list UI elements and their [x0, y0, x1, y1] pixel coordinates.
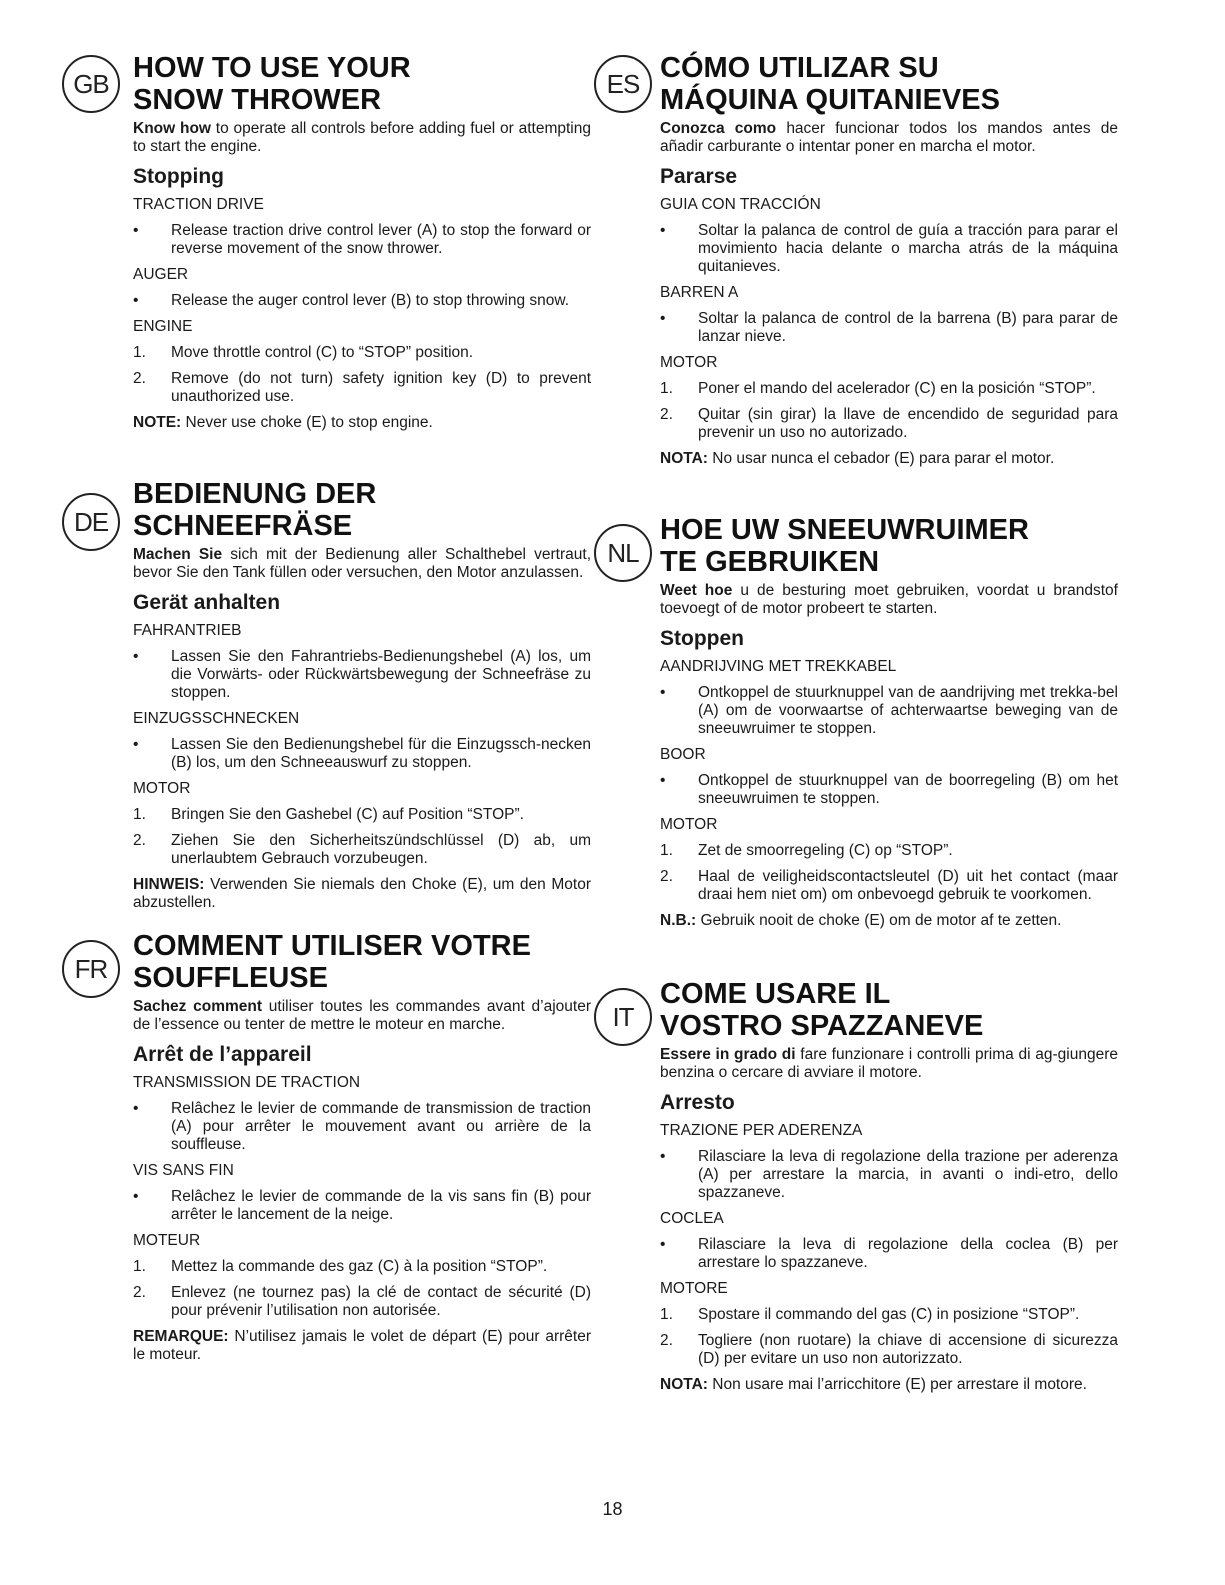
title-line-2: VOSTRO SPAZZANEVE [660, 1010, 984, 1042]
section-title [133, 52, 591, 116]
subsection-heading: TRAZIONE PER ADERENZA [660, 1122, 863, 1139]
page-number: 18 [602, 1499, 623, 1519]
intro-bold: Machen Sie [133, 546, 223, 563]
subsection-heading: GUIA CON TRACCIÓN [660, 196, 821, 213]
intro-bold: Know how [133, 120, 211, 137]
intro-body: fare funzionare i controlli prima di ag-giungere benzina o cercare di avviare il motore. [660, 1046, 1118, 1081]
bullet-marker: • [133, 292, 139, 309]
bullet-text: Soltar la palanca de control de guía a tracción para parar el movimiento hacia delante o marcha atrás de la máquina quitanieves. [698, 222, 1118, 275]
intro-bold: Weet hoe [660, 582, 733, 599]
title-line-1: COMMENT UTILISER VOTRE [133, 930, 531, 962]
section-title [133, 930, 591, 994]
bullet-item [660, 1148, 1118, 1202]
note-text: N’utilisez jamais le volet de départ (E) pour arrêter le moteur. [133, 1328, 591, 1363]
step-number: 2. [660, 406, 673, 423]
intro-text [660, 1046, 1118, 1082]
language-badge-fr: FR [62, 940, 120, 998]
bullet-item [133, 1188, 591, 1224]
bullet-item [133, 736, 591, 772]
step-text: Remove (do not turn) safety ignition key (D) to prevent unauthorized use. [171, 370, 591, 405]
subheading: Stoppen [660, 627, 744, 650]
step-text: Move throttle control (C) to “STOP” position. [171, 344, 474, 361]
section-de [73, 478, 591, 920]
step-number: 2. [660, 868, 673, 885]
bullet-item [133, 1100, 591, 1154]
title-line-2: MÁQUINA QUITANIEVES [660, 84, 1000, 116]
title-line-2: SNOW THROWER [133, 84, 382, 116]
language-badge-de: DE [62, 493, 120, 551]
note-text: No usar nunca el cebador (E) para parar el motor. [712, 450, 1055, 467]
bullet-text: Ontkoppel de stuurknuppel van de aandrijving met trekka-bel (A) om de voorwaartse of achterwaartse beweging van de sneeuwruimer te stoppen. [698, 684, 1118, 737]
subsection-heading: MOTOR [660, 354, 718, 371]
intro-bold: Sachez comment [133, 998, 263, 1015]
intro-body: utiliser toutes les commandes avant d’ajouter de l’essence ou tenter de mettre le moteur en marche. [133, 998, 591, 1033]
subsection-heading: AUGER [133, 266, 189, 283]
subheading: Arrêt de l’appareil [133, 1043, 312, 1066]
note-label: NOTA: [660, 1376, 708, 1393]
numbered-item [133, 806, 591, 824]
note-label: HINWEIS: [133, 876, 205, 893]
intro-body: hacer funcionar todos los mandos antes de añadir carburante o intentar poner en marcha el motor. [660, 120, 1118, 155]
bullet-item [660, 772, 1118, 808]
note [660, 1376, 1118, 1394]
subsection-heading: TRANSMISSION DE TRACTION [133, 1074, 361, 1091]
section-es [606, 52, 1118, 476]
intro-bold: Conozca como [660, 120, 777, 137]
step-number: 1. [660, 842, 673, 859]
bullet-item [133, 222, 591, 258]
note-label: NOTE: [133, 414, 182, 431]
step-number: 1. [660, 380, 673, 397]
step-text: Mettez la commande des gaz (C) à la position “STOP”. [171, 1258, 548, 1275]
intro-body: u de besturing moet gebruiken, voordat u brandstof toevoegt of de motor probeert te starten. [660, 582, 1118, 617]
bullet-text: Release the auger control lever (B) to stop throwing snow. [171, 292, 570, 309]
step-text: Bringen Sie den Gashebel (C) auf Position “STOP”. [171, 806, 524, 823]
section-title [660, 514, 1118, 578]
intro-body: to operate all controls before adding fuel or attempting to start the engine. [133, 120, 591, 155]
intro-text [660, 120, 1118, 156]
bullet-text: Lassen Sie den Fahrantriebs-Bedienungshebel (A) los, um die Vorwärts- oder Rückwärtsbewegung der Schneefräse zu stoppen. [171, 648, 591, 701]
step-text: Togliere (non ruotare) la chiave di accensione di sicurezza (D) per evitare un uso non autorizzato. [698, 1332, 1118, 1367]
subsection-heading: MOTOR [660, 816, 718, 833]
bullet-marker: • [660, 222, 666, 239]
step-number: 2. [133, 370, 146, 387]
language-badge-it: IT [594, 988, 652, 1046]
subheading: Gerät anhalten [133, 591, 281, 614]
step-text: Poner el mando del acelerador (C) en la posición “STOP”. [698, 380, 1096, 397]
bullet-marker: • [660, 1236, 666, 1253]
bullet-text: Lassen Sie den Bedienungshebel für die Einzugssch-necken (B) los, um den Schneeauswurf zu stoppen. [171, 736, 591, 771]
bullet-marker: • [133, 648, 139, 665]
intro-text [133, 120, 591, 156]
numbered-item [660, 1332, 1118, 1368]
bullet-marker: • [133, 1188, 139, 1205]
numbered-item [133, 1284, 591, 1320]
bullet-text: Rilasciare la leva di regolazione della trazione per aderenza (A) per arrestare la marcia, in avanti o indi-etro, dello spazzaneve. [698, 1148, 1118, 1201]
step-number: 1. [133, 806, 146, 823]
numbered-item [133, 1258, 591, 1276]
bullet-marker: • [133, 222, 139, 239]
note-text: Gebruik nooit de choke (E) om de motor af te zetten. [700, 912, 1062, 929]
subheading: Stopping [133, 165, 224, 188]
title-line-1: BEDIENUNG DER SCHNEEFRÄSE [133, 478, 377, 542]
note-label: REMARQUE: [133, 1328, 229, 1345]
note-label: NOTA: [660, 450, 708, 467]
title-line-2: TE GEBRUIKEN [660, 546, 880, 578]
intro-text [133, 546, 591, 582]
intro-body: sich mit der Bedienung aller Schalthebel vertraut, bevor Sie den Tank füllen oder versuchen, den Motor anzulassen. [133, 546, 591, 581]
language-badge-es: ES [594, 55, 652, 113]
bullet-marker: • [660, 684, 666, 701]
subsection-heading: BOOR [660, 746, 706, 763]
note-text: Verwenden Sie niemals den Choke (E), um den Motor abzustellen. [133, 876, 591, 911]
note [133, 414, 591, 432]
section-it [612, 978, 1118, 1402]
intro-text [660, 582, 1118, 618]
language-badge-gb: GB [62, 55, 120, 113]
numbered-item [133, 832, 591, 868]
title-line-1: HOW TO USE YOUR [133, 52, 411, 84]
note-label: N.B.: [660, 912, 697, 929]
step-text: Enlevez (ne tournez pas) la clé de contact de sécurité (D) pour prévenir l’utilisation non autorisée. [171, 1284, 591, 1319]
numbered-item [660, 868, 1118, 904]
bullet-item [133, 292, 591, 310]
bullet-text: Rilasciare la leva di regolazione della coclea (B) per arrestare lo spazzaneve. [698, 1236, 1118, 1271]
step-text: Ziehen Sie den Sicherheitszündschlüssel (D) ab, um unerlaubtem Gebrauch vorzubeugen. [171, 832, 591, 867]
note-text: Non usare mai l’arricchitore (E) per arrestare il motore. [712, 1376, 1087, 1393]
section-fr [74, 930, 591, 1372]
subsection-heading: COCLEA [660, 1210, 724, 1227]
bullet-text: Relâchez le levier de commande de la vis sans fin (B) pour arrêter le lancement de la neige. [171, 1188, 591, 1223]
bullet-item [660, 684, 1118, 738]
language-badge-nl: NL [594, 524, 652, 582]
step-number: 1. [660, 1306, 673, 1323]
subsection-heading: FAHRANTRIEB [133, 622, 242, 639]
section-title [660, 978, 1118, 1042]
section-gb [73, 52, 591, 440]
bullet-text: Ontkoppel de stuurknuppel van de boorregeling (B) om het sneeuwruimen te stoppen. [698, 772, 1118, 807]
bullet-text: Soltar la palanca de control de la barrena (B) para parar de lanzar nieve. [698, 310, 1118, 345]
title-line-1: CÓMO UTILIZAR SU [660, 52, 939, 84]
subsection-heading: TRACTION DRIVE [133, 196, 264, 213]
numbered-item [660, 1306, 1118, 1324]
step-number: 2. [133, 1284, 146, 1301]
bullet-marker: • [133, 736, 139, 753]
note [133, 1328, 591, 1364]
note [660, 450, 1118, 468]
step-text: Quitar (sin girar) la llave de encendido de seguridad para prevenir un uso no autorizado. [698, 406, 1118, 441]
numbered-item [660, 842, 1118, 860]
bullet-item [660, 1236, 1118, 1272]
numbered-item [133, 344, 591, 362]
subsection-heading: ENGINE [133, 318, 193, 335]
numbered-item [660, 380, 1118, 398]
title-line-1: HOE UW SNEEUWRUIMER [660, 514, 1029, 546]
section-nl [607, 514, 1118, 938]
step-number: 2. [660, 1332, 673, 1349]
step-number: 1. [133, 1258, 146, 1275]
bullet-marker: • [133, 1100, 139, 1117]
subheading: Arresto [660, 1091, 735, 1114]
bullet-text: Relâchez le levier de commande de transmission de traction (A) pour arrêter le mouvement avant ou arrière de la souffleuse. [171, 1100, 591, 1153]
numbered-item [660, 406, 1118, 442]
subsection-heading: AANDRIJVING MET TREKKABEL [660, 658, 897, 675]
subheading: Pararse [660, 165, 738, 188]
subsection-heading: MOTORE [660, 1280, 728, 1297]
subsection-heading: BARREN A [660, 284, 739, 301]
step-text: Zet de smoorregeling (C) op “STOP”. [698, 842, 953, 859]
step-number: 2. [133, 832, 146, 849]
step-text: Haal de veiligheidscontactsleutel (D) uit het contact (maar draai hem niet om) om onbevoegd gebruik te voorkomen. [698, 868, 1118, 903]
section-title [660, 52, 1118, 116]
subsection-heading: MOTOR [133, 780, 191, 797]
bullet-marker: • [660, 1148, 666, 1165]
bullet-item [660, 222, 1118, 276]
subsection-heading: EINZUGSSCHNECKEN [133, 710, 300, 727]
bullet-text: Release traction drive control lever (A) to stop the forward or reverse movement of the snow thrower. [171, 222, 591, 257]
subsection-heading: VIS SANS FIN [133, 1162, 234, 1179]
title-line-2: SOUFFLEUSE [133, 962, 328, 994]
step-number: 1. [133, 344, 146, 361]
bullet-marker: • [660, 772, 666, 789]
note [133, 876, 591, 912]
section-title [133, 478, 591, 542]
numbered-item [133, 370, 591, 406]
note-text: Never use choke (E) to stop engine. [185, 414, 433, 431]
title-line-1: COME USARE IL [660, 978, 891, 1010]
note [660, 912, 1118, 930]
intro-text [133, 998, 591, 1034]
step-text: Spostare il commando del gas (C) in posizione “STOP”. [698, 1306, 1080, 1323]
subsection-heading: MOTEUR [133, 1232, 201, 1249]
bullet-item [660, 310, 1118, 346]
bullet-marker: • [660, 310, 666, 327]
bullet-item [133, 648, 591, 702]
intro-bold: Essere in grado di [660, 1046, 796, 1063]
